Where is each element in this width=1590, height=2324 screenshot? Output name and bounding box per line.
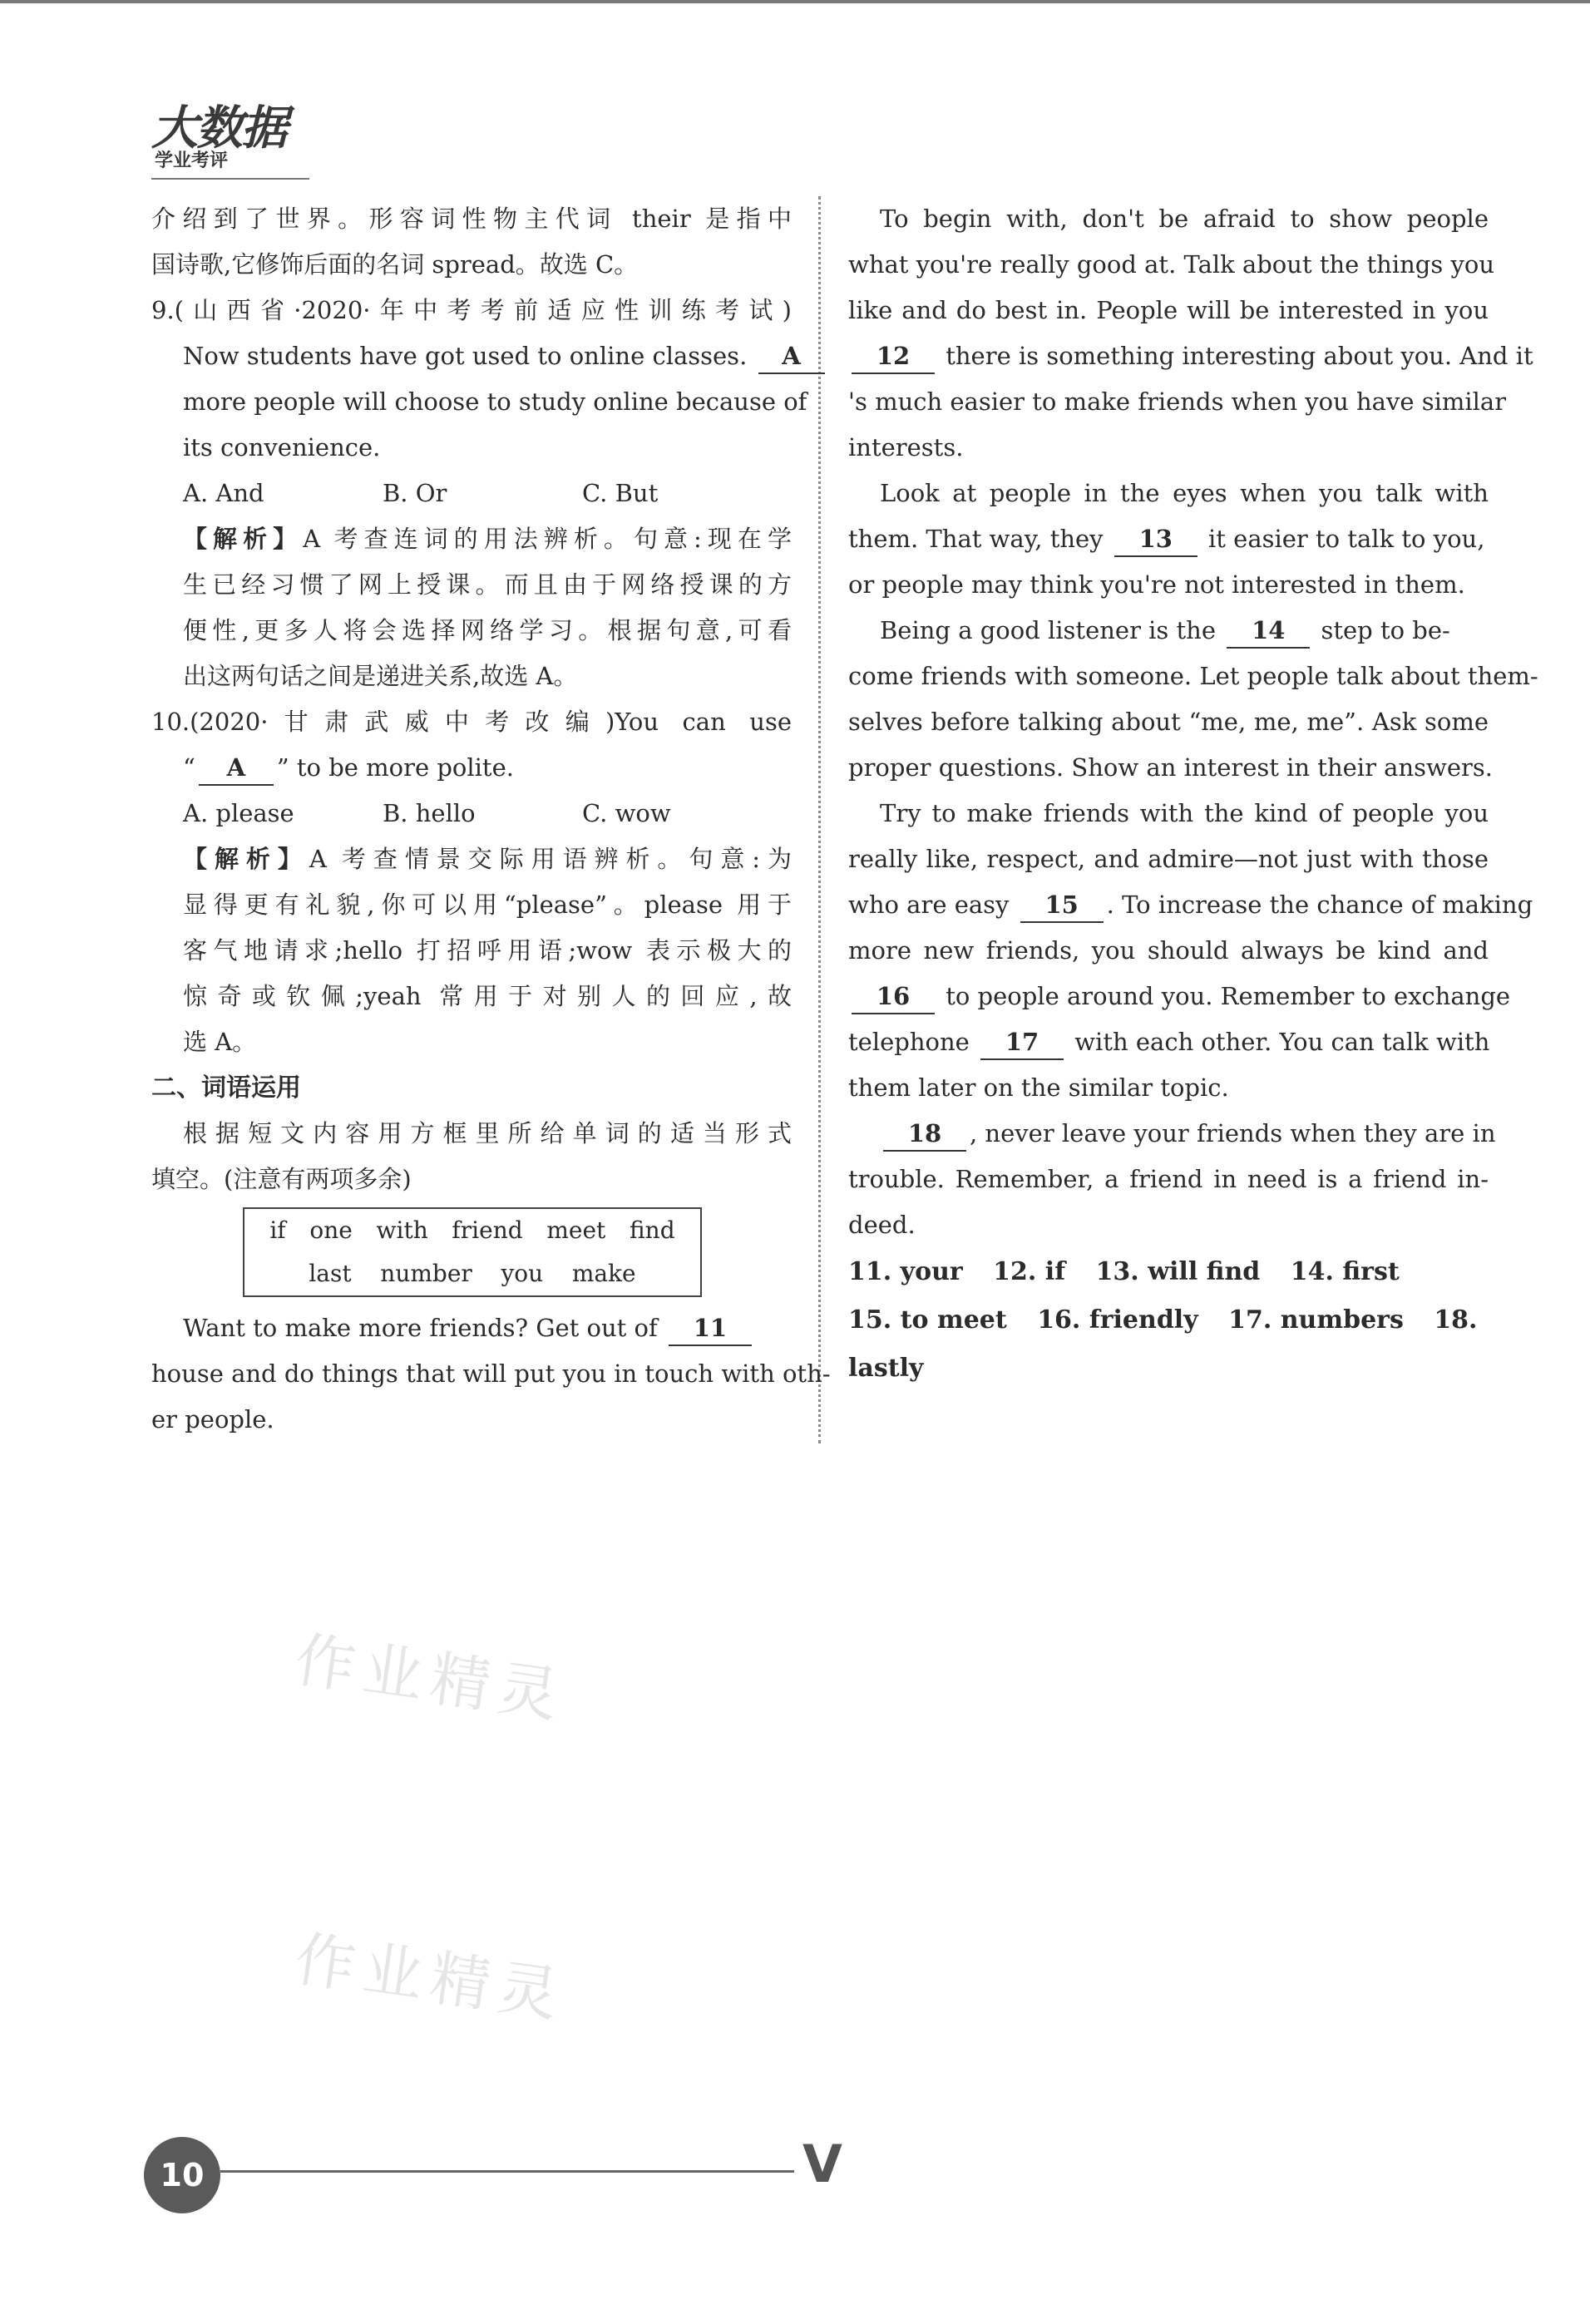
passage-text: them. That way, they bbox=[848, 525, 1104, 553]
blank-16: 16 bbox=[852, 979, 935, 1014]
question-10-explanation: 显得更有礼貌,你可以用“please”。please 用于 bbox=[183, 891, 792, 919]
question-10-stem bbox=[151, 745, 792, 791]
q9-source: 9.(山西省·2020·年中考考前适应性训练考试) bbox=[151, 296, 792, 324]
question-10-header: 10.(2020·甘肃武威中考改编)You can use bbox=[151, 708, 792, 736]
explanation-text: A 考查连词的用法辨析。句意:现在学 bbox=[303, 525, 792, 553]
blank-15: 15 bbox=[1020, 888, 1104, 923]
logo-main-text: 大数据 bbox=[151, 101, 286, 155]
passage-line: come friends with someone. Let people talk about them- bbox=[848, 662, 1538, 690]
word-bank-box bbox=[243, 1207, 702, 1297]
passage-line: like and do best in. People will be interested in you bbox=[848, 296, 1489, 324]
option: A. And bbox=[183, 479, 264, 507]
logo-underline bbox=[151, 178, 309, 180]
word: number bbox=[380, 1260, 472, 1287]
q10-answer-blank: A bbox=[199, 751, 274, 786]
passage-line bbox=[848, 1019, 1489, 1065]
question-9-header bbox=[151, 288, 792, 333]
passage-text: to people around you. Remember to exchange bbox=[946, 982, 1511, 1010]
passage-line bbox=[848, 882, 1533, 928]
passage-line: er people. bbox=[151, 1405, 274, 1433]
blank-17: 17 bbox=[980, 1025, 1064, 1060]
word-bank-row bbox=[244, 1209, 700, 1252]
answer: 16. friendly bbox=[1037, 1305, 1198, 1335]
question-9-stem: its convenience. bbox=[183, 433, 381, 461]
word: if bbox=[269, 1216, 286, 1244]
blank-14: 14 bbox=[1227, 614, 1310, 649]
question-9-explanation: 出这两句话之间是递进关系,故选 A。 bbox=[183, 662, 578, 690]
passage-text: , never leave your friends when they are in bbox=[970, 1119, 1496, 1147]
option: B. hello bbox=[383, 799, 476, 827]
question-9-options bbox=[151, 471, 792, 516]
blank-18: 18 bbox=[883, 1117, 966, 1152]
question-10-options bbox=[151, 791, 792, 836]
blank-12: 12 bbox=[852, 339, 935, 374]
passage-text: there is something interesting about you. And it bbox=[946, 342, 1533, 370]
question-10-explanation bbox=[151, 836, 792, 882]
answer: 14. first bbox=[1290, 1257, 1400, 1286]
passage-line: deed. bbox=[848, 1211, 916, 1239]
option: A. please bbox=[183, 799, 294, 827]
answer-key bbox=[848, 1248, 1489, 1393]
passage-line: interests. bbox=[848, 433, 964, 461]
explanation-label: 【解析】 bbox=[183, 845, 309, 873]
right-column bbox=[848, 196, 1538, 1393]
left-column bbox=[151, 196, 831, 1443]
word: find bbox=[629, 1216, 675, 1244]
explanation-label: 【解析】 bbox=[183, 525, 304, 553]
passage-line: more new friends, you should always be kind and bbox=[848, 936, 1489, 965]
passage-line bbox=[151, 1305, 792, 1351]
continuation-line: 介绍到了世界。形容词性物主代词 their 是指中 bbox=[151, 205, 792, 233]
passage-line: 's much easier to make friends when you have similar bbox=[848, 387, 1507, 416]
instructions: 根据短文内容用方框里所给单词的适当形式 bbox=[183, 1119, 792, 1147]
instructions: 填空。(注意有两项多余) bbox=[151, 1165, 412, 1193]
passage-line: or people may think you're not interested in them. bbox=[848, 570, 1465, 599]
word: meet bbox=[546, 1216, 606, 1244]
answer: 13. will find bbox=[1095, 1257, 1261, 1286]
passage-line bbox=[848, 516, 1489, 562]
passage-text: it easier to talk to you, bbox=[1208, 525, 1485, 553]
column-divider bbox=[818, 196, 821, 1443]
answer: 15. to meet bbox=[848, 1305, 1007, 1335]
passage-line: them later on the similar topic. bbox=[848, 1073, 1229, 1102]
quote-mark: “ bbox=[183, 753, 195, 782]
question-10-explanation: 选 A。 bbox=[183, 1028, 257, 1056]
option: C. But bbox=[582, 479, 659, 507]
word: with bbox=[376, 1216, 428, 1244]
answer: 11. your bbox=[848, 1257, 963, 1286]
top-border bbox=[0, 0, 1590, 3]
q9-answer-blank: A bbox=[758, 339, 825, 374]
passage-line: what you're really good at. Talk about the things you bbox=[848, 250, 1494, 279]
answer: 12. if bbox=[993, 1257, 1066, 1286]
passage-line: To begin with, don't be afraid to show people bbox=[880, 205, 1489, 233]
answer: 18. lastly bbox=[848, 1305, 1478, 1383]
answer-row bbox=[848, 1296, 1489, 1393]
word: friend bbox=[452, 1216, 523, 1244]
passage-text: who are easy bbox=[848, 891, 1010, 919]
question-10-explanation: 惊奇或钦佩;yeah 常用于对别人的回应,故 bbox=[183, 982, 792, 1010]
word: you bbox=[501, 1260, 544, 1287]
blank-11: 11 bbox=[669, 1311, 752, 1346]
watermark: 作业精灵 bbox=[290, 1923, 571, 2031]
continuation-line: 国诗歌,它修饰后面的名词 spread。故选 C。 bbox=[151, 250, 639, 279]
question-10-explanation: 客气地请求;hello 打招呼用语;wow 表示极大的 bbox=[183, 936, 792, 965]
question-9-stem: more people will choose to study online because of bbox=[183, 387, 807, 416]
logo-sub-text: 学业考评 bbox=[155, 150, 229, 171]
passage-line: Try to make friends with the kind of people you bbox=[880, 799, 1489, 827]
passage-text: step to be- bbox=[1321, 616, 1450, 644]
watermark: 作业精灵 bbox=[290, 1624, 571, 1732]
footer-rule bbox=[220, 2170, 794, 2173]
passage-line: proper questions. Show an interest in their answers. bbox=[848, 753, 1493, 782]
passage-line: house and do things that will put you in touch with oth- bbox=[151, 1359, 831, 1388]
word: make bbox=[571, 1260, 636, 1287]
passage-line bbox=[848, 333, 1533, 379]
explanation-text: A 考查情景交际用语辨析。句意:为 bbox=[309, 845, 792, 873]
question-9-explanation bbox=[151, 516, 792, 562]
word: one bbox=[309, 1216, 353, 1244]
q10-text: ” to be more polite. bbox=[276, 753, 514, 782]
passage-line: really like, respect, and admire—not just with those bbox=[848, 845, 1489, 873]
passage-text: Want to make more friends? Get out of bbox=[183, 1314, 658, 1342]
passage-text: . To increase the chance of making bbox=[1106, 891, 1533, 919]
passage-text: telephone bbox=[848, 1028, 970, 1056]
option: C. wow bbox=[582, 799, 671, 827]
passage-line: selves before talking about “me, me, me”. Ask some bbox=[848, 708, 1489, 736]
passage-line: trouble. Remember, a friend in need is a friend in- bbox=[848, 1165, 1489, 1193]
footer-mark: V bbox=[802, 2134, 842, 2194]
passage-line: Look at people in the eyes when you talk with bbox=[880, 479, 1489, 507]
passage-line bbox=[848, 974, 1511, 1019]
blank-13: 13 bbox=[1114, 522, 1197, 557]
passage-line bbox=[848, 1111, 1496, 1157]
word-bank-row bbox=[244, 1252, 700, 1295]
question-9-explanation: 便性,更多人将会选择网络学习。根据句意,可看 bbox=[183, 616, 792, 644]
logo bbox=[151, 91, 318, 183]
answer-row bbox=[848, 1248, 1489, 1296]
answer: 17. numbers bbox=[1228, 1305, 1404, 1335]
passage-text: with each other. You can talk with bbox=[1074, 1028, 1490, 1056]
page-number: 10 bbox=[144, 2137, 220, 2213]
passage-text: Being a good listener is the bbox=[880, 616, 1217, 644]
section-title: 二、词语运用 bbox=[151, 1073, 301, 1103]
option: B. Or bbox=[383, 479, 447, 507]
q9-text: Now students have got used to online classes. bbox=[183, 342, 748, 370]
word: last bbox=[309, 1260, 352, 1287]
question-9-stem bbox=[151, 333, 801, 379]
question-9-explanation: 生已经习惯了网上授课。而且由于网络授课的方 bbox=[183, 570, 792, 599]
passage-line bbox=[848, 608, 1489, 654]
